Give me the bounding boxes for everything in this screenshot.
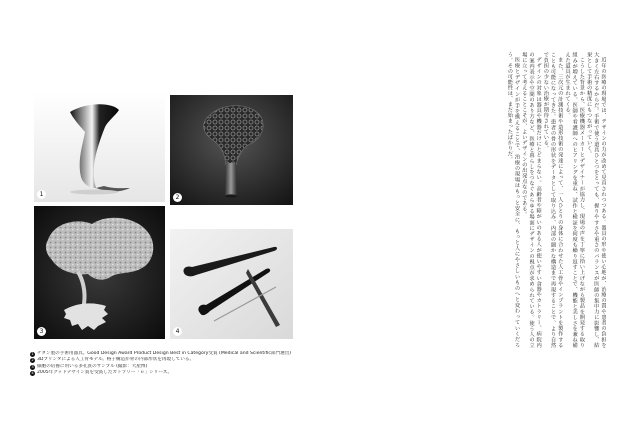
caption-number: 3 <box>31 364 34 369</box>
photo-number: 2 <box>173 193 182 202</box>
body-paragraph: 医療とデザインが手を携えることで、治療の現場はもっと安全に、もっと人にやさしいものへと変わっていくだろう。その可能性は、まだ始まったばかりだ。 <box>506 52 520 348</box>
caption-text: チタン製の手術用器具。Good Design Award Product Design Best in Category受賞 (Medical and Scientific部門選出) <box>37 351 292 356</box>
caption-number: 1 <box>31 352 34 356</box>
body-paragraph: デザインの対象は器具や機器だけにとどまらない。高齢者や障がいのある人が使いやすい食器やカトラリー、病院内の案内表示や空間のあり方など、医療と暮らしをつなぐあらゆる場面にデザインの視点が求められている。使う人の立場に立って考えることこそが、よいデザインの出発点なのである。 <box>520 52 542 348</box>
bent-handle-tool-icon <box>34 92 165 202</box>
photo-number: 4 <box>173 327 182 336</box>
bone-lattice-implant-icon <box>170 95 293 205</box>
body-paragraph: こうした背景から、医療機器メーカーとデザイナーが協力し、現場の声を丁寧に拾い上げながら製品を開発する取り組みが増えている。医師や看護師へのヒアリングを重ね、試作と検証を何度も繰り返すことで、機能と美しさを兼ね備えた道具が生まれてくる。 <box>563 52 585 348</box>
caption-text: 2005年グッドデザイン賞を受賞したカトラリー「ｅ」シリーズ。 <box>37 370 173 376</box>
photo-1 <box>34 92 165 202</box>
body-paragraph: 近年の医療の現場では、デザインの力が改めて見直されつつある。器具の形や使い心地が、治療の質や患者の負担を大きく左右するからだ。手術で使う道具ひとつをとっても、握りやすさや重さのバランスが医師の集中力に影響し、結果として手術の精度にもつながっていく。 <box>585 52 606 348</box>
caption-number: 2 <box>31 358 34 363</box>
photo-2 <box>170 95 293 205</box>
photo-number: 1 <box>37 190 46 199</box>
photo-3 <box>34 206 165 339</box>
spoon-cutlery-icon <box>170 229 293 339</box>
caption <box>30 370 300 376</box>
caption-list <box>30 351 300 377</box>
photo-4 <box>170 229 293 339</box>
photo-number: 3 <box>37 327 46 336</box>
vertical-body-text <box>344 52 606 348</box>
caption-text: 細胞の培養に用いる多孔質のサンプル (撮影：大屋博) <box>37 363 148 369</box>
caption-text: 3Dプリンタによる人工骨モデル。格子構造が骨の内部形状を再現している。 <box>37 357 195 363</box>
caption-number: 4 <box>31 371 34 376</box>
porous-specimen-icon <box>34 206 165 339</box>
body-paragraph: また、三次元の計測技術や造形技術の発達によって、一人ひとりの身体に合わせた人工骨やインプラントを製作することも可能になってきた。患者の骨の形状をデータとして取り込み、内部の細かな構造まで再現することで、より自然で負担の少ない治療が期待されている。 <box>542 52 563 348</box>
